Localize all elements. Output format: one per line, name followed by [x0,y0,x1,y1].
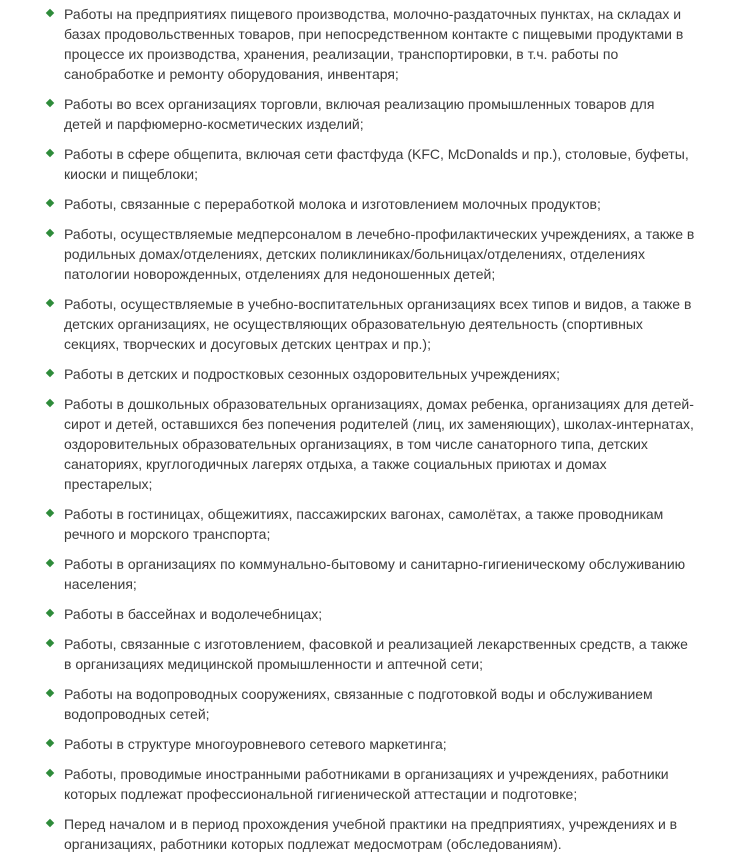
list-item-text: Работы, осуществляемые медперсоналом в лечебно-профилактических учреждениях, а также в родильных домах/отделениях, детских поликлиниках/больницах/отделениях, отделениях патологии новорожденных, отделениях для недоношенных детей; [64,226,695,282]
diamond-bullet-icon [46,689,54,697]
diamond-bullet-icon [46,369,54,377]
list-item [0,144,735,184]
list-item-text: Работы в организациях по коммунально-бытовому и санитарно-гигиеническому обслуживанию населения; [64,556,686,592]
diamond-bullet-icon [46,819,54,827]
list-item [0,394,735,494]
diamond-bullet-icon [46,229,54,237]
diamond-bullet-icon [46,199,54,207]
diamond-bullet-icon [46,99,54,107]
list-item [0,764,735,804]
list-item-text: Работы во всех организациях торговли, включая реализацию промышленных товаров для детей и парфюмерно-косметических изделий; [64,96,655,132]
diamond-bullet-icon [46,399,54,407]
diamond-bullet-icon [46,9,54,17]
list-item-text: Работы в гостиницах, общежитиях, пассажирских вагонах, самолётах, а также проводникам речного и морского транспорта; [64,506,664,542]
list-item-text: Работы в сфере общепита, включая сети фастфуда (KFC, McDonalds и пр.), столовые, буфеты, киоски и пищеблоки; [64,146,689,182]
list-item [0,504,735,544]
list-item-text: Работы, связанные с изготовлением, фасовкой и реализацией лекарственных средств, а также в организациях медицинской промышленности и аптечной сети; [64,636,688,672]
diamond-bullet-icon [46,509,54,517]
list-item [0,604,735,624]
list-item [0,294,735,354]
list-item-text: Работы на предприятиях пищевого производства, молочно-раздаточных пунктах, на складах и базах продовольственных товаров, при непосредственном контакте с пищевыми продуктами в процессе их производства, хранения, реализации, транспортировки, в т.ч. работы по санобработке и ремонту оборудования, инвентаря; [64,6,684,82]
list-item-text: Работы, связанные с переработкой молока и изготовлением молочных продуктов; [64,196,601,212]
list-item [0,4,735,84]
diamond-bullet-icon [46,609,54,617]
diamond-bullet-icon [46,639,54,647]
list-item-text: Перед началом и в период прохождения учебной практики на предприятиях, учреждениях и в организациях, работники которых подлежат медосмотрам (обследованиям). [64,816,678,852]
list-item [0,554,735,594]
list-item [0,684,735,724]
list-item [0,224,735,284]
list-item-text: Работы в детских и подростковых сезонных оздоровительных учреждениях; [64,366,561,382]
list-item-text: Работы в бассейнах и водолечебницах; [64,606,323,622]
diamond-bullet-icon [46,299,54,307]
list-item-text: Работы, проводимые иностранными работниками в организациях и учреждениях, работники которых подлежат профессиональной гигиенической аттестации и подготовке; [64,766,669,802]
list-item [0,634,735,674]
list-item-text: Работы в структуре многоуровневого сетевого маркетинга; [64,736,447,752]
list-item-text: Работы, осуществляемые в учебно-воспитательных организациях всех типов и видов, а также в детских организациях, не осуществляющих образовательную деятельность (спортивных секциях, творческих и досуговых детских центрах и пр.); [64,296,692,352]
diamond-bullet-icon [46,739,54,747]
diamond-bullet-icon [46,149,54,157]
list-item-text: Работы в дошкольных образовательных организациях, домах ребенка, организациях для детей-сирот и детей, оставшихся без попечения родителей (лиц, их заменяющих), школах-интернатах, оздоровительных образовательных организациях, в том числе санаторного типа, детских санаториях, круглогодичных лагерях отдыха, а также социальных приютах и домах престарелых; [64,396,694,492]
list-item [0,814,735,854]
list-item-text: Работы на водопроводных сооружениях, связанные с подготовкой воды и обслуживанием водопроводных сетей; [64,686,653,722]
list-item [0,734,735,754]
list-item [0,194,735,214]
list-item [0,364,735,384]
list-item [0,94,735,134]
diamond-bullet-icon [46,559,54,567]
diamond-bullet-icon [46,769,54,777]
